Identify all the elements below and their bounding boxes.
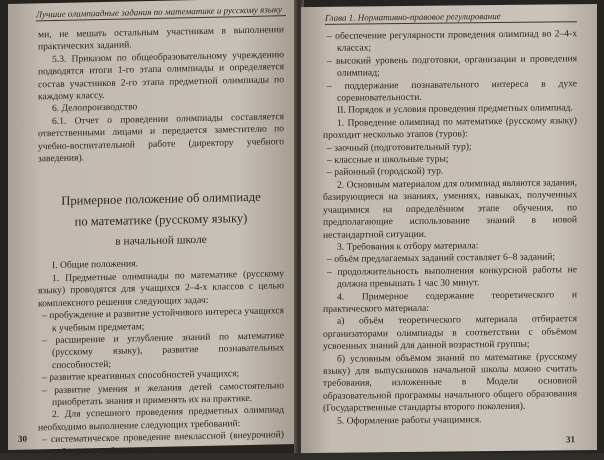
- list-item: – систематическое проведение внеклассной (внеурочной) работы по учебным предметам;: [42, 429, 284, 458]
- list-item: – заочный (подготовительный тур);: [327, 140, 472, 154]
- title-line: Примерное положение об олимпиаде: [61, 190, 261, 209]
- document-title: [38, 187, 284, 255]
- list-item: – классные и школьные туры;: [327, 153, 449, 166]
- paragraph: 5. Оформление работы учащимися.: [337, 413, 482, 427]
- paragraph: 2. Основным материалом для олимпиад являются задания, базирующиеся на знаниях, умениях, навыках, полученных учащимися на определённом этапе обучения, по предполагающие использование знаний в новой нестандартной ситуации.: [323, 177, 577, 241]
- paragraph: 4. Примерное содержание теоретического и практического материала:: [323, 288, 577, 315]
- list-item: – поддержание познавательного интереса в духе соревновательности.: [327, 77, 577, 104]
- paragraph: 2. Для успешного проведения предметных олимпиад необходимо выполнение следующих требований:: [38, 404, 284, 434]
- list-item: – расширение и углубление знаний по математике (русскому языку), развитие познавательных способностей;: [42, 330, 284, 371]
- left-page-text: [38, 24, 284, 459]
- paragraph: 5.3. Приказом по общеобразовательному учреждению подводятся итоги 1-го этапа олимпиады и определяется состав участников 2-го этапа предметной олимпиады по каждому классу.: [38, 49, 284, 103]
- title-line: по математике (русскому языку): [74, 211, 248, 230]
- title-line: в начальной школе: [115, 234, 207, 249]
- section-heading: I. Общие положения.: [52, 258, 138, 272]
- list-item: – развитие умения и желания детей самостоятельно приобретать знания и применять их на практике.: [42, 379, 284, 409]
- right-page: [301, 4, 597, 453]
- paragraph: а) объём теоретического материала отбирается организаторами олимпиады в соответствии с объёмом усвоенных знаний для данной возрастной группы;: [323, 313, 577, 353]
- paragraph: 1. Предметные олимпиады по математике (русскому языку) проводятся для учащихся 2–4-х классов с целью комплексного решения следующих задач:: [38, 268, 284, 310]
- list-item: – развитие креативных способностей учащихся;: [42, 368, 240, 384]
- list-item: – объём предлагаемых заданий составляет 6–8 заданий;: [327, 251, 556, 266]
- list-item: – пробуждение и развитие устойчивого интереса учащихся к учебным предметам;: [42, 305, 284, 334]
- page-number: 31: [566, 434, 575, 445]
- list-item: – районный (городской) тур.: [327, 166, 444, 179]
- paragraph: 6.1. Отчет о проведении олимпиады составляется ответственными лицами и передается заместителю по учебно-воспитательной работе (директору учебного заведения).: [38, 111, 284, 165]
- list-item: – высокий уровень подготовки, организации и проведения олимпиад;: [327, 53, 577, 79]
- paragraph: 1. Проведение олимпиад по математике (русскому языку) проходит несколько этапов (туров):: [323, 115, 577, 142]
- paragraph: ми, не мешать остальным участникам в выполнении практических заданий.: [38, 24, 284, 53]
- section-heading: II. Порядок и условия проведения предметных олимпиад.: [337, 102, 573, 117]
- paragraph: б) условным объёмом знаний по математике (русскому языку) для выпускников начальной школы можно считать требования, изложенные в Модели основной образовательной программы начального общего образования (Государственные стандарты второго поколения).: [323, 350, 577, 415]
- left-running-head: Лучшие олимпиадные задания по математике и русскому языку: [36, 4, 286, 21]
- paragraph: 3. Требования к отбору материала:: [337, 240, 479, 253]
- list-item: – продолжительность выполнения конкурсной работы не должна превышать 1 час 30 минут.: [327, 263, 577, 290]
- right-page-text: [323, 28, 577, 428]
- list-item: – обеспечение регулярности проведения олимпиад во 2–4-х классах;: [327, 28, 577, 55]
- right-running-head: Глава 1. Нормативно-правовое регулирование: [325, 10, 577, 25]
- page-number: 30: [18, 433, 27, 444]
- left-page: [8, 0, 296, 458]
- section-heading: 6. Делопроизводство: [52, 101, 138, 115]
